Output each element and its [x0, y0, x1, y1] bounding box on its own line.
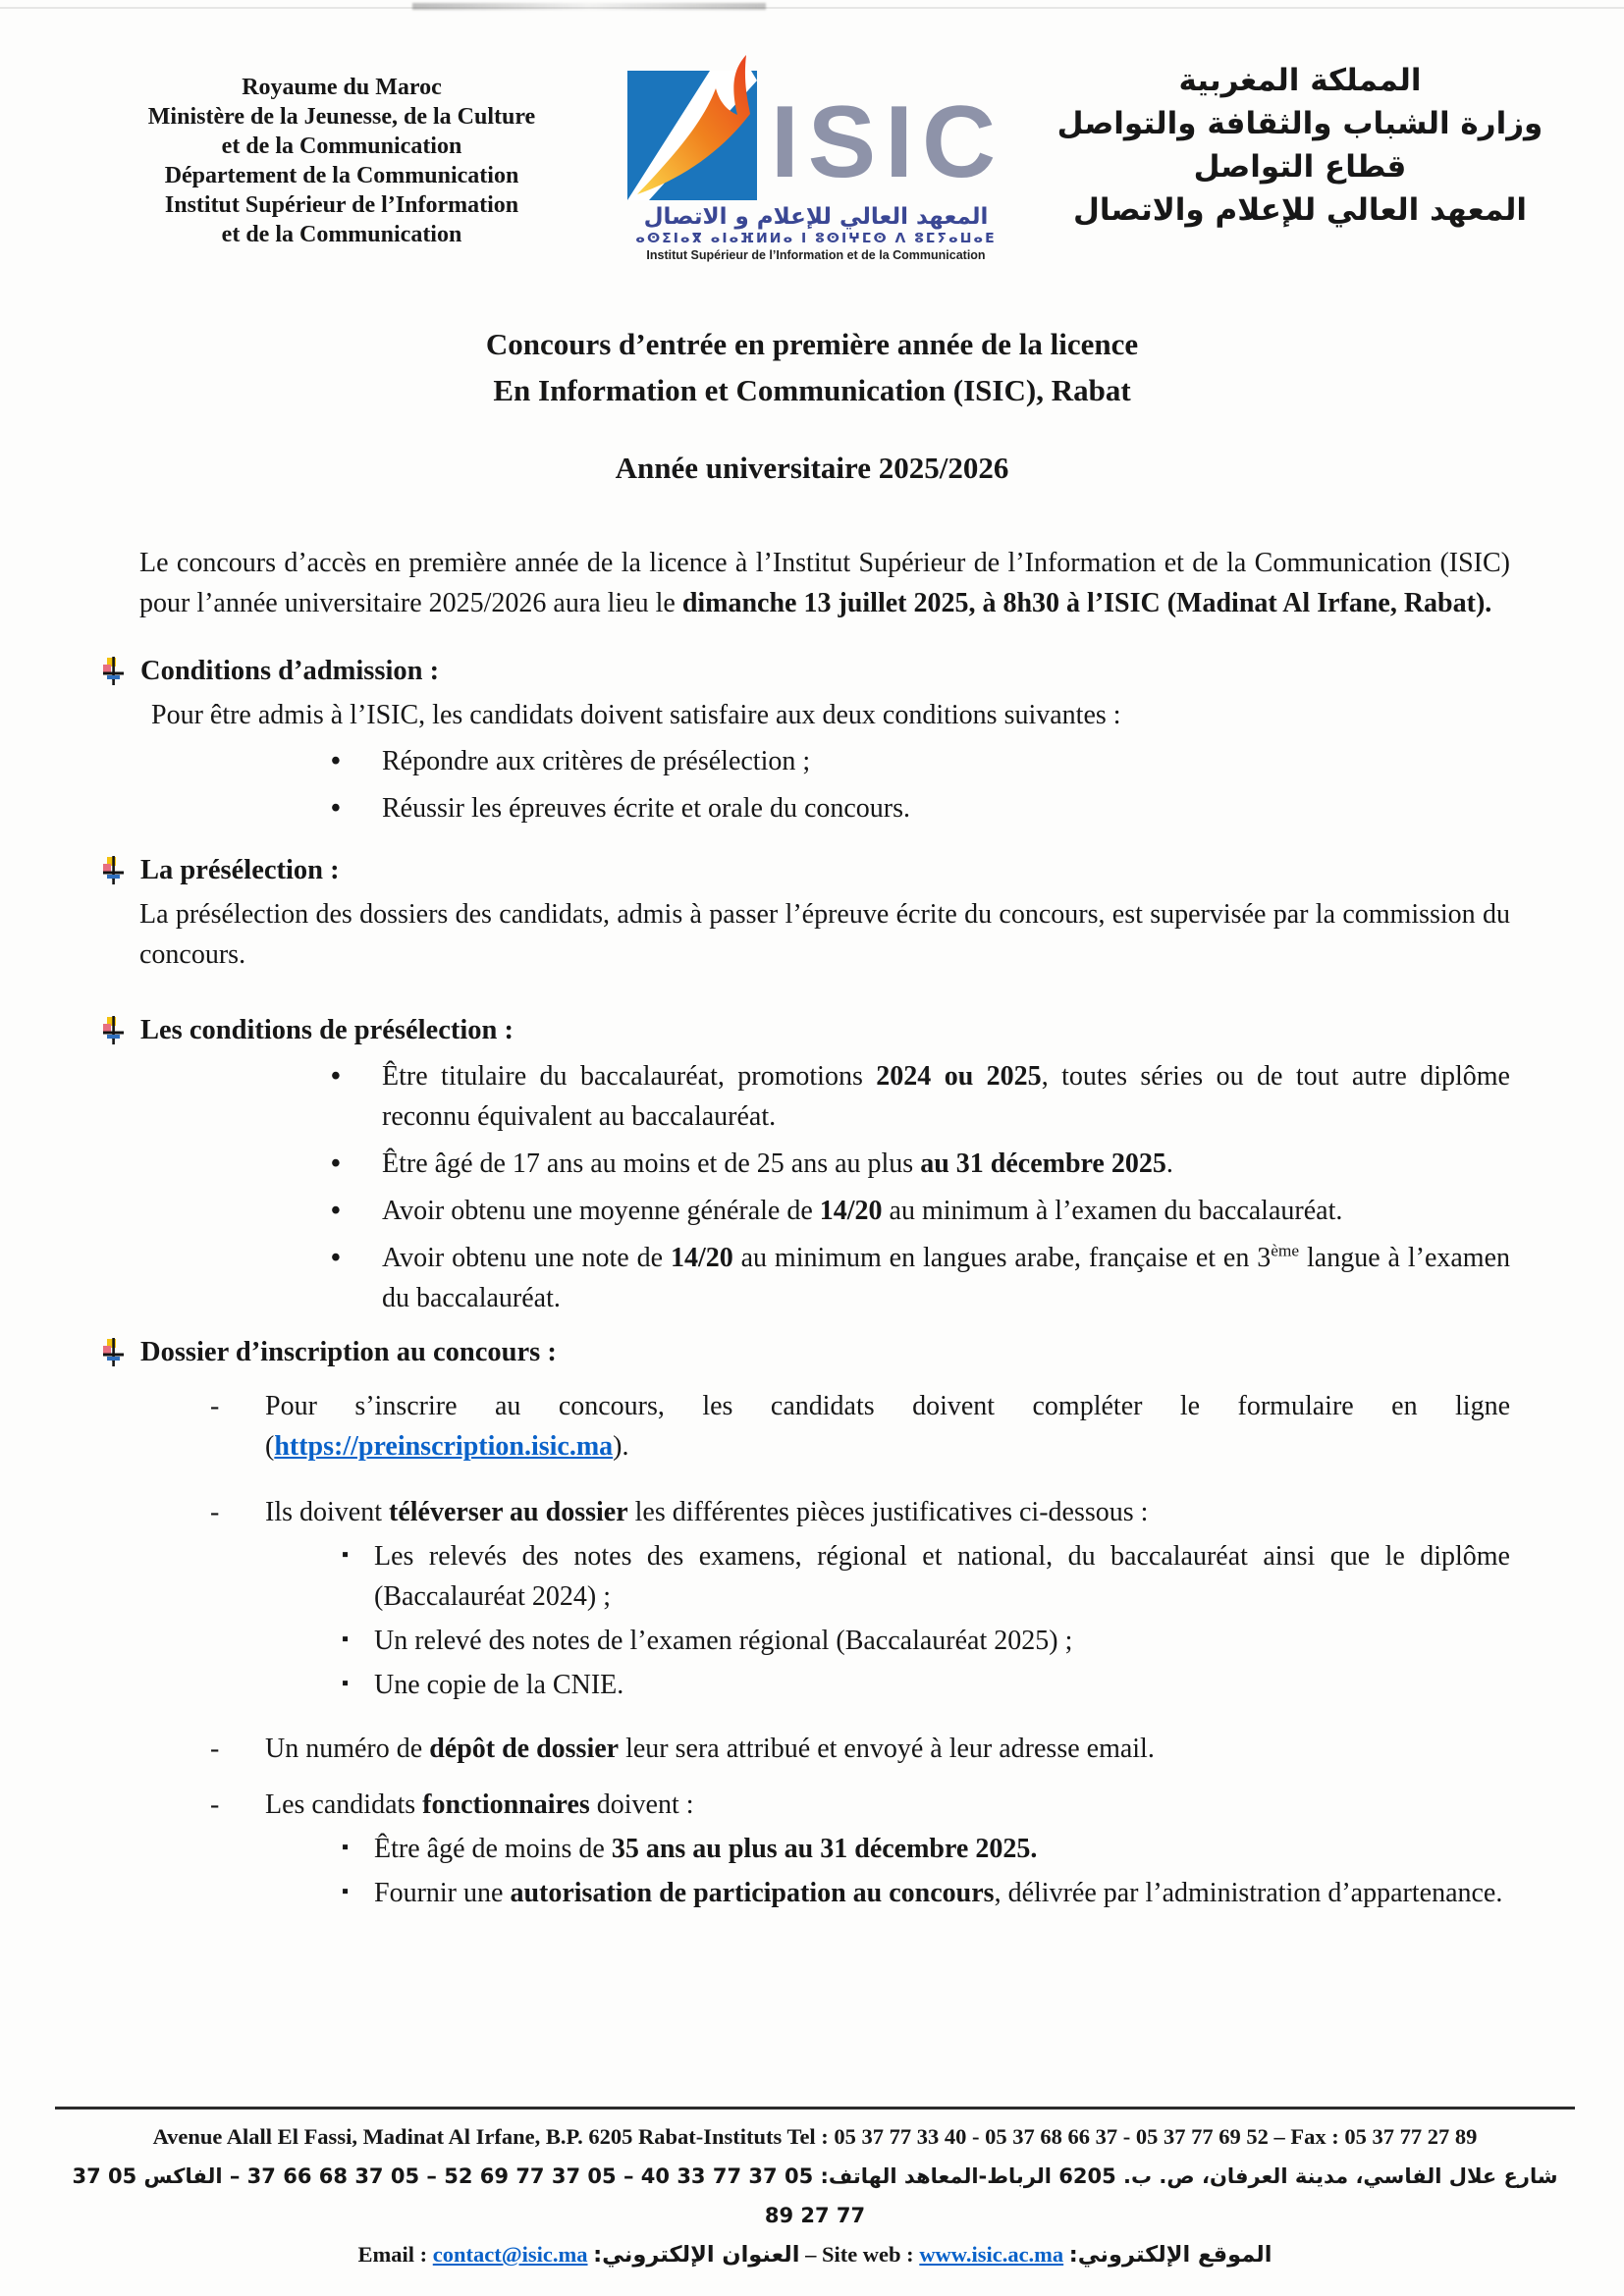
ministry-line-ar: وزارة الشباب والثقافة والتواصل [1056, 106, 1543, 141]
text-segment: – Site web : [799, 2242, 920, 2267]
text-segment: leur sera attribué et envoyé à leur adresse email. [619, 1734, 1155, 1764]
ministry-line-ar: المملكة المغربية [1178, 63, 1422, 98]
text-segment: au minimum à l’examen du baccalauréat. [882, 1196, 1343, 1226]
text-segment: doivent : [589, 1789, 694, 1820]
section-dossier-inscription [139, 1332, 1510, 1913]
text-segment: العنوان الإلكتروني: [593, 2242, 800, 2268]
isic-logo-flame-icon [627, 55, 761, 200]
text-segment: Ils doivent [265, 1497, 389, 1527]
text-segment: Être âgé de 17 ans au moins et de 25 ans au plus [382, 1148, 921, 1179]
ministry-block-fr [96, 73, 587, 249]
text-segment: dimanche 13 juillet 2025, à 8h30 à l’ISIC (Madinat Al Irfane, Rabat). [681, 588, 1492, 618]
section-heading [102, 1332, 1510, 1372]
preselection-conditions-list [331, 1056, 1510, 1318]
text-segment: Le concours d’accès en première année de la licence à l’Institut Supérieur de l’Information et de la Communication (ISIC) pour l’année universitaire 2025/2026 aura lieu le [139, 548, 1510, 618]
text-segment: Les relevés des notes des examens, régional et national, du baccalauréat ainsi que le diplôme (Baccalauréat 2024) ; [374, 1541, 1510, 1612]
list-item [331, 1191, 1510, 1231]
text-segment: ). [613, 1431, 629, 1462]
list-item [331, 741, 1510, 781]
isic-logo-name-french: Institut Supérieur de l’Information et de la Communication [646, 248, 986, 262]
section-preselection [139, 850, 1510, 975]
text-segment: langue à l’examen du baccalauréat. [382, 1243, 1511, 1313]
ministry-line: Ministère de la Jeunesse, de la Culture [147, 104, 536, 130]
text-segment: Email : [357, 2242, 433, 2267]
isic-logo [605, 55, 1027, 262]
text-segment: 14/20 [670, 1243, 733, 1273]
isic-logo-name-tifinagh: ⴰⵙⵉⵏⴰⴳ ⴰⵏⴰⴼⵍⵍⴰ ⵏ ⵓⵙⵏⵖⵎⵙ ⴷ ⵓⵎⵢⴰⵡⴰⴹ [635, 231, 997, 246]
section-title: Conditions d’admission : [140, 656, 440, 686]
text-segment: au 31 décembre 2025 [920, 1148, 1166, 1179]
dash-item-text [265, 1497, 1148, 1527]
section-conditions-admission [139, 651, 1510, 828]
intro-paragraph [139, 543, 1510, 623]
preinscription-link[interactable]: https://preinscription.isic.ma [274, 1431, 614, 1462]
section-title: Les conditions de présélection : [140, 1015, 514, 1045]
text-segment: 14/20 [819, 1196, 883, 1226]
email-link[interactable]: contact@isic.ma [432, 2242, 588, 2267]
text-segment: téléverser au dossier [389, 1497, 628, 1527]
dash-item-text [265, 1789, 694, 1820]
section-lead: Pour être admis à l’ISIC, les candidats doivent satisfaire aux deux conditions suivantes : [151, 700, 1121, 730]
document-body [139, 543, 1510, 1913]
text-segment: dépôt de dossier [429, 1734, 620, 1764]
pieces-justificatives-list [342, 1536, 1510, 1705]
scan-artifact-line [0, 7, 1624, 9]
text-segment: Être titulaire du baccalauréat, promotions [382, 1061, 877, 1092]
list-item [342, 1665, 1510, 1705]
list-item [210, 1386, 1510, 1467]
text-segment: . [1165, 1148, 1173, 1179]
fonctionnaires-requirements-list [342, 1829, 1510, 1913]
text-segment: au minimum en langues arabe, française et en 3 [732, 1243, 1272, 1273]
list-item [331, 1056, 1510, 1137]
isic-logo-letters: ISIC [770, 85, 1005, 199]
section-heading [102, 1010, 1510, 1050]
text-segment: , toutes séries ou de tout autre diplôme reconnu équivalent au baccalauréat. [382, 1061, 1510, 1132]
text-segment: Être âgé de moins de [374, 1834, 612, 1864]
section-heading [102, 850, 1510, 890]
text-segment: Les candidats [265, 1789, 423, 1820]
list-item [342, 1829, 1510, 1869]
list-item [331, 788, 1510, 828]
text-segment: Pour s’inscrire au concours, les candidats doivent compléter le formulaire en ligne ( [265, 1391, 1510, 1462]
dash-item-text [265, 1391, 1510, 1462]
list-item [210, 1785, 1510, 1913]
text-segment: 2024 ou 2025 [876, 1061, 1042, 1092]
section-title: La présélection : [140, 855, 340, 885]
text-segment: les différentes pièces justificatives ci-dessous : [627, 1497, 1149, 1527]
section-bullet-icon [102, 1338, 125, 1367]
section-bullet-icon [102, 657, 125, 686]
letterhead [0, 0, 1624, 262]
text-segment: La présélection des dossiers des candidats, admis à passer l’épreuve écrite du concours, est supervisée par la commission du concours. [139, 899, 1510, 970]
ministry-line: Institut Supérieur de l’Information [164, 192, 519, 218]
text-segment: 35 ans au plus au 31 décembre 2025. [611, 1834, 1038, 1864]
section-bullet-icon [102, 1016, 125, 1045]
website-link[interactable]: www.isic.ac.ma [919, 2242, 1064, 2267]
inscription-steps-list [210, 1386, 1510, 1913]
admission-conditions-list [331, 741, 1510, 828]
list-item [342, 1873, 1510, 1913]
list-item [331, 1238, 1510, 1318]
footer-address-ar: شارع علال الفاسي، مدينة العرفان، ص. ب. 6205 الرباط-المعاهد الهاتف: 05 37 77 33 40 – 05 37 77 69 52 – 05 37 68 66 37 – الفاكس 05 37 77 27 89 [72, 2164, 1558, 2227]
text-segment: Une copie de la CNIE. [374, 1670, 624, 1700]
footer-contact-line [55, 2235, 1575, 2274]
section-paragraph [139, 894, 1510, 975]
ministry-line: et de la Communication [221, 222, 462, 247]
footer [55, 2107, 1575, 2274]
list-item [210, 1492, 1510, 1705]
list-item [210, 1729, 1510, 1769]
dash-item-text [265, 1734, 1155, 1764]
list-item [342, 1621, 1510, 1661]
ministry-line: Royaume du Maroc [242, 75, 442, 100]
ministry-line-ar: قطاع التواصل [1193, 149, 1407, 185]
footer-address-fr: Avenue Alall El Fassi, Madinat Al Irfane, B.P. 6205 Rabat-Instituts Tel : 05 37 77 33 40 - 05 37 68 66 37 - 05 37 77 69 52 – Fax : 05 37 77 27 89 [152, 2124, 1478, 2149]
title-line-1: Concours d’entrée en première année de la licence [485, 327, 1139, 361]
text-segment: ème [1271, 1241, 1300, 1260]
section-conditions-preselection [139, 1010, 1510, 1318]
academic-year-subtitle: Année universitaire 2025/2026 [615, 451, 1009, 485]
ministry-line: Département de la Communication [164, 163, 519, 188]
text-segment: الموقع الإلكتروني: [1068, 2242, 1272, 2268]
text-segment: , délivrée par l’administration d’appartenance. [994, 1878, 1503, 1908]
ministry-line: et de la Communication [221, 133, 462, 159]
text-segment: fonctionnaires [422, 1789, 590, 1820]
list-item [342, 1536, 1510, 1617]
isic-logo-name-arabic: المعهد العالي للإعلام و الاتصال [643, 204, 989, 230]
scan-artifact-smudge [412, 3, 766, 10]
text-segment: Un numéro de [265, 1734, 430, 1764]
ministry-line-ar: المعهد العالي للإعلام والاتصال [1072, 192, 1528, 228]
section-title: Dossier d’inscription au concours : [140, 1337, 557, 1367]
text-segment: Un relevé des notes de l’examen régional (Baccalauréat 2025) ; [374, 1626, 1073, 1656]
text-segment: Répondre aux critères de présélection ; [382, 746, 811, 776]
text-segment: Avoir obtenu une moyenne générale de [382, 1196, 820, 1226]
isic-logo-row [605, 55, 1027, 200]
title-line-2: En Information et Communication (ISIC), Rabat [493, 373, 1131, 407]
document-title [0, 321, 1624, 413]
text-segment: Avoir obtenu une note de [382, 1243, 671, 1273]
section-bullet-icon [102, 856, 125, 885]
ministry-block-ar [1045, 59, 1555, 232]
text-segment: autorisation de participation au concours [510, 1878, 995, 1908]
text-segment: Fournir une [374, 1878, 511, 1908]
list-item [331, 1144, 1510, 1184]
text-segment: Réussir les épreuves écrite et orale du concours. [382, 793, 911, 824]
section-heading [102, 651, 1510, 691]
